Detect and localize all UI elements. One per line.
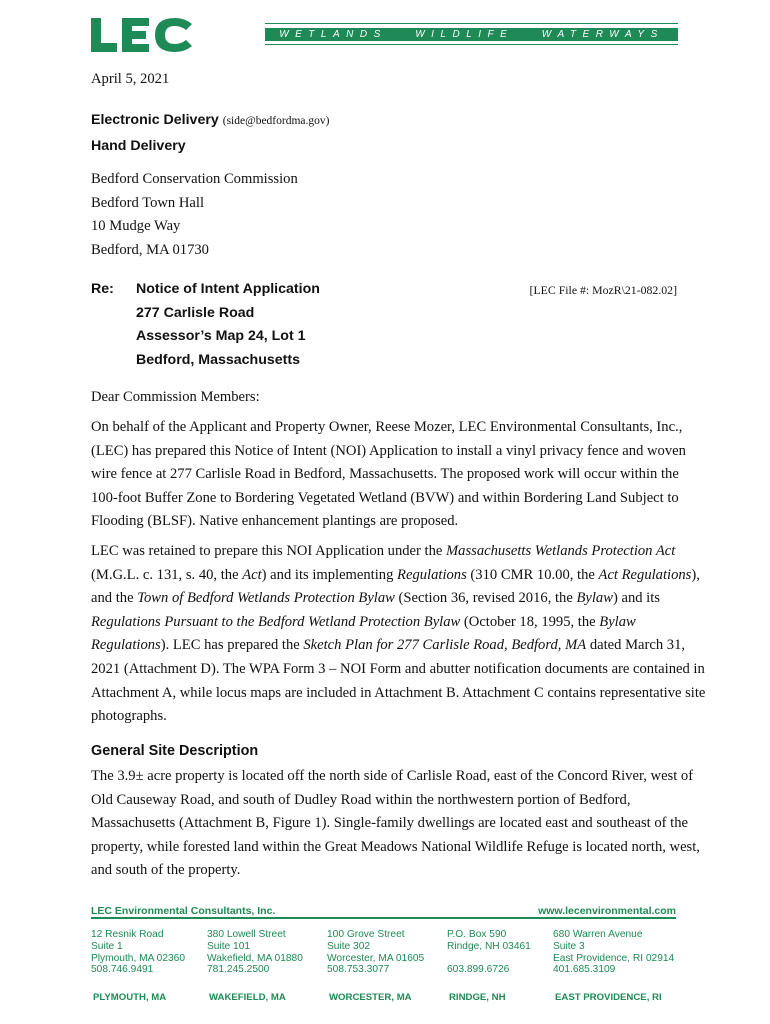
tagline-wetlands: WETLANDS	[279, 29, 387, 40]
re-label: Re:	[91, 281, 114, 297]
salutation: Dear Commission Members:	[91, 389, 260, 405]
recipient-address	[91, 168, 298, 262]
re-line: Bedford, Massachusetts	[136, 351, 300, 368]
office-east-providence: 680 Warren Avenue Suite 3 East Providence, RI 02914 401.685.3109	[553, 929, 675, 976]
paragraph-intro	[91, 416, 686, 534]
town-wakefield: WAKEFIELD, MA	[209, 992, 286, 1003]
paragraph-line: 100-foot Buffer Zone to Bordering Vegetated Wetland (BVW) and within Bordering Land Subject to	[91, 489, 679, 506]
office-rindge: P.O. Box 590 Rindge, NH 03461 603.899.6726	[447, 929, 531, 976]
re-line: Notice of Intent Application	[136, 281, 320, 297]
office-plymouth: 12 Resnik Road Suite 1 Plymouth, MA 02360 508.746.9491	[91, 929, 186, 976]
lec-file-reference: [LEC File #: MozR\21-082.02]	[529, 283, 677, 297]
paragraph-line: and the Town of Bedford Wetlands Protection Bylaw (Section 36, revised 2016, the Bylaw) and its	[91, 590, 660, 607]
re-line: 277 Carlisle Road	[136, 304, 255, 321]
paragraph-line: Attachment A, while locus maps are included in Attachment B. Attachment C contains representative site	[91, 684, 706, 701]
paragraph-line: Massachusetts (Attachment B, Figure 1). Single-family dwellings are located east and southeast of the	[91, 815, 688, 832]
paragraph-line: and south of the property.	[91, 862, 241, 879]
town-worcester: WORCESTER, MA	[329, 992, 412, 1003]
paragraph-line: property, while forested land within the Great Meadows National Wildlife Refuge is located north, west,	[91, 838, 700, 855]
paragraph-line: photographs.	[91, 708, 167, 725]
town-plymouth: PLYMOUTH, MA	[93, 992, 167, 1003]
paragraph-line: Flooding (BLSF). Native enhancement plantings are proposed.	[91, 513, 459, 530]
paragraph-line: Regulations). LEC has prepared the Sketch Plan for 277 Carlisle Road, Bedford, MA dated March 31,	[91, 637, 686, 654]
electronic-delivery-label: Electronic Delivery	[91, 112, 219, 128]
recipient-line: Bedford Conservation Commission	[91, 171, 298, 187]
paragraph-line: wire fence at 277 Carlisle Road in Bedford, Massachusetts. The proposed work will occur within the	[91, 466, 679, 483]
tagline-bar	[265, 28, 678, 41]
section-heading: General Site Description	[91, 743, 259, 759]
town-east-providence: EAST PROVIDENCE, RI	[555, 992, 662, 1003]
letter-date: April 5, 2021	[91, 71, 170, 87]
hand-delivery-label: Hand Delivery	[91, 137, 186, 154]
office-wakefield: 380 Lowell Street Suite 101 Wakefield, MA 01880 781.245.2500	[207, 929, 303, 976]
recipient-line: Bedford, MA 01730	[91, 241, 209, 258]
office-worcester: 100 Grove Street Suite 302 Worcester, MA 01605 508.753.3077	[327, 929, 425, 976]
paragraph-line: The 3.9± acre property is located off the north side of Carlisle Road, east of the Concord River, west of	[91, 768, 694, 784]
re-line: Assessor’s Map 24, Lot 1	[136, 328, 306, 345]
recipient-line: 10 Mudge Way	[91, 218, 181, 235]
paragraph-line: Regulations Pursuant to the Bedford Wetland Protection Bylaw (October 18, 1995, the Bylaw	[91, 613, 636, 630]
tagline-wildlife: WILDLIFE	[415, 29, 514, 40]
tagline-rule-bottom	[265, 44, 678, 45]
footer-company-name: LEC Environmental Consultants, Inc.	[91, 905, 276, 917]
paragraph-line: (M.G.L. c. 131, s. 40, the Act) and its implementing Regulations (310 CMR 10.00, the Act Regulations),	[91, 566, 700, 583]
delivery-block	[91, 108, 329, 158]
paragraph-line: On behalf of the Applicant and Property Owner, Reese Mozer, LEC Environmental Consultants, Inc.,	[91, 419, 683, 435]
electronic-delivery-email: (side@bedfordma.gov)	[222, 115, 330, 127]
paragraph-regulations	[91, 540, 706, 729]
re-subject	[136, 278, 320, 372]
paragraph-line: (LEC) has prepared this Notice of Intent (NOI) Application to install a vinyl privacy fence and woven	[91, 442, 686, 459]
town-rindge: RINDGE, NH	[449, 992, 506, 1003]
paragraph-line: LEC was retained to prepare this NOI Application under the Massachusetts Wetlands Protection Act	[91, 543, 676, 559]
tagline-waterways: WATERWAYS	[541, 29, 664, 40]
recipient-line: Bedford Town Hall	[91, 194, 205, 211]
paragraph-line: Old Causeway Road, and south of Dudley Road within the northwestern portion of Bedford,	[91, 791, 631, 808]
footer-website: www.lecenvironmental.com	[538, 905, 676, 917]
paragraph-site-description	[91, 765, 700, 883]
tagline-rule-top	[265, 23, 678, 24]
lec-logo	[91, 18, 193, 52]
paragraph-line: 2021 (Attachment D). The WPA Form 3 – NOI Form and abutter notification documents are contained in	[91, 660, 705, 677]
footer-rule	[91, 917, 676, 919]
